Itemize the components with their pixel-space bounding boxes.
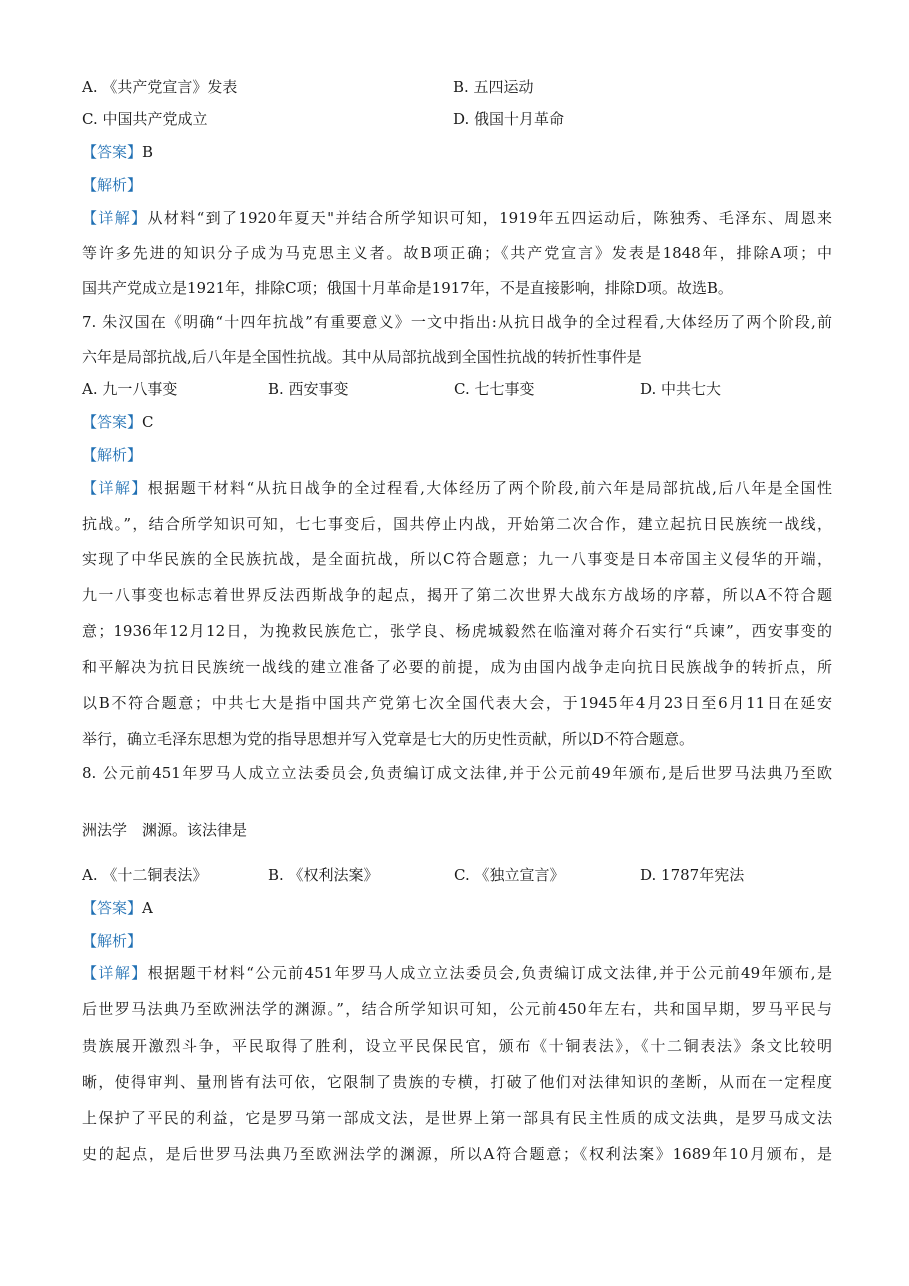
answer-value: B — [142, 143, 154, 161]
q6-option-c: C. 中国共产党成立 — [82, 110, 208, 128]
answer-tag: 【答案】 — [82, 899, 143, 917]
q8-option-a: A. 《十二铜表法》 — [82, 866, 208, 884]
q8-detail-line: 【详解】根据题干材料“公元前451年罗马人成立立法委员会,负责编订成文法律,并于公元前49年颁布,是 — [82, 964, 832, 982]
q6-option-b: B. 五四运动 — [453, 78, 534, 96]
q6-analysis-heading — [82, 174, 832, 196]
q8-option-c: C. 《独立宣言》 — [454, 866, 565, 884]
q7-detail-line: 意；1936年12月12日，为挽救民族危亡，张学良、杨虎城毅然在临潼对蒋介石实行“兵谏”，西安事变的 — [82, 622, 832, 640]
q7-stem-line: 7. 朱汉国在《明确“十四年抗战”有重要意义》一文中指出:从抗日战争的全过程看,大体经历了两个阶段,前 — [82, 313, 832, 331]
q7-option-b: B. 西安事变 — [268, 380, 349, 398]
q7-answer — [82, 411, 832, 433]
answer-value: A — [142, 899, 153, 917]
q8-detail-line: 后世罗马法典乃至欧洲法学的渊源。”，结合所学知识可知，公元前450年左右，共和国早期，罗马平民与 — [82, 1000, 832, 1018]
q8-option-d: D. 1787年宪法 — [640, 866, 745, 884]
q7-stem-line: 六年是局部抗战,后八年是全国性抗战。其中从局部抗战到全国性抗战的转折性事件是 — [82, 348, 642, 366]
q7-detail-line: 抗战。”，结合所学知识可知，七七事变后，国共停止内战，开始第二次合作，建立起抗日民族统一战线， — [82, 515, 832, 533]
q8-detail-line: 史的起点，是后世罗马法典乃至欧洲法学的渊源，所以A符合题意；《权利法案》1689年10月颁布，是 — [82, 1145, 832, 1163]
q7-option-a: A. 九一八事变 — [82, 380, 178, 398]
q7-analysis-heading — [82, 444, 832, 466]
q8-detail-line: 贵族展开激烈斗争，平民取得了胜利，设立平民保民官，颁布《十铜表法》，《十二铜表法》条文比较明 — [82, 1037, 832, 1055]
q6-option-a: A. 《共产党宣言》发表 — [82, 78, 238, 96]
q8-detail-line: 上保护了平民的利益，它是罗马第一部成文法，是世界上第一部具有民主性质的成文法典，是罗马成文法 — [82, 1109, 832, 1127]
analysis-tag: 【解析】 — [82, 176, 143, 194]
analysis-tag: 【解析】 — [82, 932, 143, 950]
q6-answer — [82, 141, 832, 163]
detail-tag: 【详解】 — [82, 209, 148, 227]
q8-option-b: B. 《权利法案》 — [268, 866, 379, 884]
q7-detail-line: 举行，确立毛泽东思想为党的指导思想并写入党章是七大的历史性贡献，所以D不符合题意。 — [82, 730, 695, 748]
q7-detail-line: 九一八事变也标志着世界反法西斯战争的起点，揭开了第二次世界大战东方战场的序幕，所以A不符合题 — [82, 586, 832, 604]
q7-detail-line: 以B不符合题意；中共七大是指中国共产党第七次全国代表大会，于1945年4月23日至6月11日在延安 — [82, 694, 832, 712]
q7-option-d: D. 中共七大 — [640, 380, 722, 398]
detail-tag: 【详解】 — [82, 964, 148, 982]
q8-stem-line: 8. 公元前451年罗马人成立立法委员会,负责编订成文法律,并于公元前49年颁布,是后世罗马法典乃至欧 — [82, 764, 832, 782]
analysis-tag: 【解析】 — [82, 446, 143, 464]
q6-detail-line: 【详解】从材料“到了1920年夏天"并结合所学知识可知，1919年五四运动后，陈独秀、毛泽东、周恩来 — [82, 209, 832, 227]
q7-detail-line: 实现了中华民族的全民族抗战，是全面抗战，所以C符合题意；九一八事变是日本帝国主义侵华的开端， — [82, 550, 832, 568]
q6-option-d: D. 俄国十月革命 — [453, 110, 565, 128]
q6-detail-line: 等许多先进的知识分子成为马克思主义者。故B项正确；《共产党宣言》发表是1848年，排除A项；中 — [82, 244, 832, 262]
q7-detail-line: 【详解】根据题干材料“从抗日战争的全过程看,大体经历了两个阶段,前六年是局部抗战,后八年是全国性 — [82, 479, 832, 497]
detail-tag: 【详解】 — [82, 479, 148, 497]
q6-detail-line: 国共产党成立是1921年，排除C项；俄国十月革命是1917年，不是直接影响，排除D项。故选B。 — [82, 279, 733, 297]
q8-detail-line: 晰，使得审判、量刑皆有法可依，它限制了贵族的专横，打破了他们对法律知识的垄断，从而在一定程度 — [82, 1073, 832, 1091]
answer-value: C — [142, 413, 154, 431]
answer-tag: 【答案】 — [82, 413, 143, 431]
q8-answer — [82, 897, 832, 919]
q7-detail-line: 和平解决为抗日民族统一战线的建立准备了必要的前提，成为由国内战争走向抗日民族战争的转折点，所 — [82, 658, 832, 676]
answer-tag: 【答案】 — [82, 143, 143, 161]
q8-stem-line: 洲法学 渊源。该法律是 — [82, 821, 248, 839]
q8-analysis-heading — [82, 930, 832, 952]
q7-option-c: C. 七七事变 — [454, 380, 535, 398]
